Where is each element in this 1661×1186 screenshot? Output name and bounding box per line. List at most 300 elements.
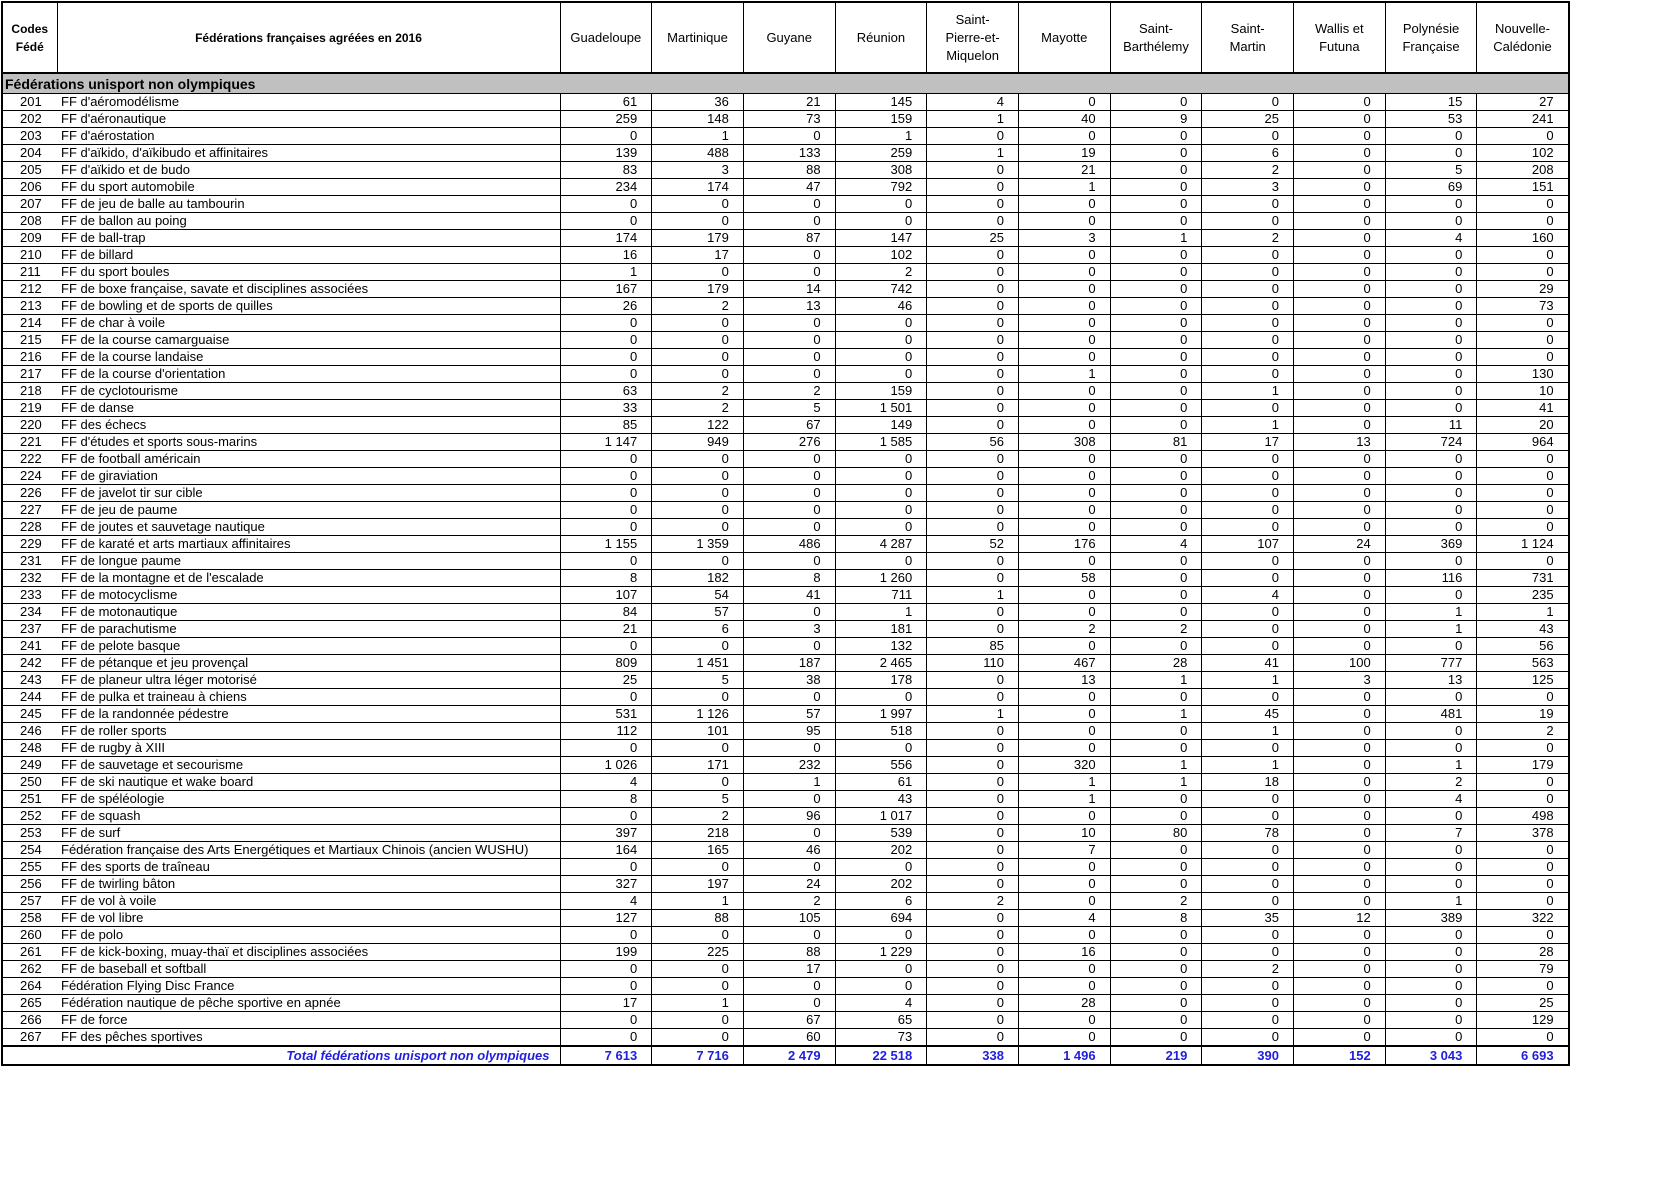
licence-count: 181 <box>835 621 927 638</box>
licence-count: 0 <box>1294 774 1386 791</box>
licence-count: 0 <box>927 264 1019 281</box>
licence-count: 0 <box>560 1029 652 1047</box>
licence-count: 7 <box>1385 825 1477 842</box>
header-saint-martin: Saint-Martin <box>1202 2 1294 73</box>
table-row <box>2 179 1569 196</box>
licence-count: 964 <box>1477 434 1569 451</box>
licence-count: 0 <box>560 349 652 366</box>
licence-count: 0 <box>927 842 1019 859</box>
licence-count: 1 <box>1385 893 1477 910</box>
licence-count: 0 <box>743 604 835 621</box>
licence-count: 107 <box>1202 536 1294 553</box>
total-label: Total fédérations unisport non olympiques <box>2 1046 560 1065</box>
licence-count: 0 <box>927 604 1019 621</box>
federation-name: FF d'aïkido et de budo <box>57 162 560 179</box>
federation-code: 255 <box>2 859 57 876</box>
table-row <box>2 485 1569 502</box>
licence-count: 4 <box>835 995 927 1012</box>
licence-count: 139 <box>560 145 652 162</box>
licence-count: 0 <box>927 876 1019 893</box>
federation-name: FF des échecs <box>57 417 560 434</box>
federation-code: 246 <box>2 723 57 740</box>
federation-name: FF de baseball et softball <box>57 961 560 978</box>
licence-count: 467 <box>1018 655 1110 672</box>
licence-count: 21 <box>743 94 835 111</box>
licence-count: 0 <box>1294 468 1386 485</box>
licence-count: 2 <box>1018 621 1110 638</box>
section-row <box>2 73 1569 94</box>
licence-count: 0 <box>1202 502 1294 519</box>
licence-count: 0 <box>1385 859 1477 876</box>
licence-count: 0 <box>1385 587 1477 604</box>
licence-count: 0 <box>1477 332 1569 349</box>
federation-code: 210 <box>2 247 57 264</box>
licence-count: 0 <box>927 757 1019 774</box>
licence-count: 88 <box>652 910 744 927</box>
licence-count: 0 <box>560 689 652 706</box>
licence-count: 378 <box>1477 825 1569 842</box>
licence-count: 0 <box>1018 553 1110 570</box>
licence-count: 308 <box>1018 434 1110 451</box>
licence-count: 0 <box>1110 332 1202 349</box>
licence-count: 197 <box>652 876 744 893</box>
federation-name: FF du sport automobile <box>57 179 560 196</box>
table-row <box>2 672 1569 689</box>
table-row <box>2 264 1569 281</box>
licence-count: 0 <box>1018 604 1110 621</box>
licence-count: 322 <box>1477 910 1569 927</box>
federation-code: 208 <box>2 213 57 230</box>
licence-count: 0 <box>927 740 1019 757</box>
federation-code: 217 <box>2 366 57 383</box>
federation-name: FF de la course d'orientation <box>57 366 560 383</box>
licence-count: 116 <box>1385 570 1477 587</box>
licence-count: 0 <box>1294 842 1386 859</box>
licence-count: 0 <box>1294 332 1386 349</box>
licence-count: 61 <box>560 94 652 111</box>
licence-count: 79 <box>1477 961 1569 978</box>
licence-count: 1 <box>1018 179 1110 196</box>
licence-count: 0 <box>1110 451 1202 468</box>
table-row <box>2 366 1569 383</box>
federation-code: 220 <box>2 417 57 434</box>
licence-count: 481 <box>1385 706 1477 723</box>
licence-count: 4 <box>1385 230 1477 247</box>
header-nouvelle-caledonie: Nouvelle-Calédonie <box>1477 2 1569 73</box>
licence-count: 1 <box>835 128 927 145</box>
licence-count: 0 <box>927 961 1019 978</box>
licence-count: 1 <box>927 706 1019 723</box>
licence-count: 67 <box>743 417 835 434</box>
federation-code: 218 <box>2 383 57 400</box>
licence-count: 0 <box>1110 995 1202 1012</box>
federation-code: 203 <box>2 128 57 145</box>
table-row <box>2 332 1569 349</box>
licence-count: 0 <box>927 332 1019 349</box>
licence-count: 65 <box>835 1012 927 1029</box>
licence-count: 0 <box>1018 893 1110 910</box>
licence-count: 0 <box>1385 468 1477 485</box>
licence-count: 102 <box>835 247 927 264</box>
licence-count: 40 <box>1018 111 1110 128</box>
licence-count: 0 <box>927 774 1019 791</box>
licence-count: 107 <box>560 587 652 604</box>
licence-count: 0 <box>560 196 652 213</box>
total-value: 152 <box>1294 1046 1386 1065</box>
licence-count: 0 <box>743 995 835 1012</box>
federation-code: 215 <box>2 332 57 349</box>
licence-count: 0 <box>560 502 652 519</box>
licence-count: 47 <box>743 179 835 196</box>
licence-count: 0 <box>1477 1029 1569 1047</box>
licence-count: 742 <box>835 281 927 298</box>
licence-count: 0 <box>1385 995 1477 1012</box>
licence-count: 0 <box>743 825 835 842</box>
licence-count: 0 <box>927 910 1019 927</box>
licence-count: 0 <box>1202 281 1294 298</box>
licence-count: 0 <box>560 638 652 655</box>
table-row <box>2 604 1569 621</box>
licence-count: 0 <box>1385 451 1477 468</box>
licence-count: 0 <box>652 859 744 876</box>
licence-count: 0 <box>1110 485 1202 502</box>
licence-count: 0 <box>1110 689 1202 706</box>
licence-count: 0 <box>1294 213 1386 230</box>
licence-count: 130 <box>1477 366 1569 383</box>
licence-count: 0 <box>1477 553 1569 570</box>
licence-count: 0 <box>743 927 835 944</box>
licence-count: 9 <box>1110 111 1202 128</box>
licence-count: 259 <box>560 111 652 128</box>
licence-count: 2 <box>743 893 835 910</box>
licence-count: 0 <box>927 944 1019 961</box>
licence-count: 1 <box>1018 774 1110 791</box>
table-row <box>2 757 1569 774</box>
licence-count: 0 <box>1202 927 1294 944</box>
licence-count: 0 <box>1018 400 1110 417</box>
table-row <box>2 723 1569 740</box>
licence-count: 0 <box>1202 689 1294 706</box>
licence-count: 0 <box>1385 1029 1477 1047</box>
licence-count: 0 <box>1018 298 1110 315</box>
licence-count: 0 <box>1110 502 1202 519</box>
licence-count: 179 <box>652 230 744 247</box>
licence-count: 13 <box>1385 672 1477 689</box>
header-title: Fédérations françaises agréées en 2016 <box>57 2 560 73</box>
federation-code: 260 <box>2 927 57 944</box>
licence-count: 0 <box>835 315 927 332</box>
licence-count: 0 <box>1018 383 1110 400</box>
licence-count: 202 <box>835 876 927 893</box>
licence-count: 0 <box>835 332 927 349</box>
licence-count: 0 <box>1202 298 1294 315</box>
licence-count: 41 <box>1477 400 1569 417</box>
licence-count: 8 <box>560 791 652 808</box>
licence-count: 63 <box>560 383 652 400</box>
licence-count: 0 <box>1294 706 1386 723</box>
federation-name: FF de ski nautique et wake board <box>57 774 560 791</box>
licence-count: 1 <box>652 995 744 1012</box>
licence-count: 0 <box>1385 281 1477 298</box>
table-row <box>2 621 1569 638</box>
licence-count: 0 <box>560 451 652 468</box>
licence-count: 0 <box>1477 451 1569 468</box>
table-row <box>2 740 1569 757</box>
licence-count: 112 <box>560 723 652 740</box>
licence-count: 0 <box>743 978 835 995</box>
licence-count: 0 <box>927 196 1019 213</box>
licence-count: 0 <box>560 213 652 230</box>
federation-code: 243 <box>2 672 57 689</box>
licence-count: 0 <box>1110 468 1202 485</box>
licence-count: 1 017 <box>835 808 927 825</box>
licence-count: 4 <box>1202 587 1294 604</box>
licence-count: 102 <box>1477 145 1569 162</box>
licence-count: 0 <box>1294 825 1386 842</box>
licence-count: 0 <box>1477 349 1569 366</box>
licence-count: 0 <box>1110 315 1202 332</box>
licence-count: 0 <box>927 315 1019 332</box>
licence-count: 0 <box>1110 553 1202 570</box>
licence-count: 4 <box>1018 910 1110 927</box>
table-row <box>2 111 1569 128</box>
licence-count: 0 <box>1202 94 1294 111</box>
licence-count: 0 <box>652 468 744 485</box>
licence-count: 100 <box>1294 655 1386 672</box>
licence-count: 0 <box>1294 876 1386 893</box>
licence-count: 0 <box>652 315 744 332</box>
licence-count: 0 <box>835 196 927 213</box>
licence-count: 129 <box>1477 1012 1569 1029</box>
licence-count: 235 <box>1477 587 1569 604</box>
table-row <box>2 451 1569 468</box>
licence-count: 28 <box>1477 944 1569 961</box>
licence-count: 0 <box>1477 264 1569 281</box>
licence-count: 122 <box>652 417 744 434</box>
licence-count: 2 <box>927 893 1019 910</box>
federation-name: FF d'aïkido, d'aïkibudo et affinitaires <box>57 145 560 162</box>
licence-count: 0 <box>1385 315 1477 332</box>
licence-count: 1 <box>1018 791 1110 808</box>
federation-code: 205 <box>2 162 57 179</box>
licence-count: 0 <box>1294 162 1386 179</box>
licence-count: 43 <box>1477 621 1569 638</box>
table-row <box>2 298 1569 315</box>
licence-count: 101 <box>652 723 744 740</box>
licence-count: 151 <box>1477 179 1569 196</box>
federation-name: FF de karaté et arts martiaux affinitaires <box>57 536 560 553</box>
licence-count: 4 <box>1385 791 1477 808</box>
federation-name: FF de giraviation <box>57 468 560 485</box>
licence-count: 165 <box>652 842 744 859</box>
licence-count: 105 <box>743 910 835 927</box>
licence-count: 0 <box>652 349 744 366</box>
licence-count: 1 026 <box>560 757 652 774</box>
licence-count: 0 <box>1294 519 1386 536</box>
licence-count: 25 <box>927 230 1019 247</box>
federation-name: FF de jeu de balle au tambourin <box>57 196 560 213</box>
licence-count: 0 <box>1202 468 1294 485</box>
licence-count: 0 <box>835 859 927 876</box>
licence-count: 0 <box>1202 196 1294 213</box>
licence-count: 0 <box>743 128 835 145</box>
federation-name: FF d'aérostation <box>57 128 560 145</box>
licence-count: 232 <box>743 757 835 774</box>
licence-count: 0 <box>743 468 835 485</box>
licence-count: 35 <box>1202 910 1294 927</box>
licence-count: 25 <box>1477 995 1569 1012</box>
table-row <box>2 1029 1569 1047</box>
licence-count: 0 <box>927 570 1019 587</box>
federation-name: FF de boxe française, savate et disciplines associées <box>57 281 560 298</box>
table-row <box>2 655 1569 672</box>
licence-count: 0 <box>1294 145 1386 162</box>
table-row <box>2 706 1569 723</box>
licence-count: 149 <box>835 417 927 434</box>
licence-count: 19 <box>1018 145 1110 162</box>
licence-count: 1 <box>1202 757 1294 774</box>
licence-count: 1 <box>1202 672 1294 689</box>
licence-count: 17 <box>560 995 652 1012</box>
licence-count: 2 <box>1202 230 1294 247</box>
licence-count: 0 <box>927 247 1019 264</box>
licence-count: 0 <box>560 315 652 332</box>
licence-count: 1 <box>1110 672 1202 689</box>
licence-count: 148 <box>652 111 744 128</box>
licence-count: 0 <box>927 485 1019 502</box>
licence-count: 5 <box>652 672 744 689</box>
header-polynesie-francaise: Polynésie Française <box>1385 2 1477 73</box>
licence-count: 17 <box>1202 434 1294 451</box>
licence-count: 0 <box>652 638 744 655</box>
licence-count: 0 <box>927 621 1019 638</box>
table-row <box>2 230 1569 247</box>
licence-count: 46 <box>835 298 927 315</box>
licence-count: 0 <box>1110 1029 1202 1047</box>
licence-count: 83 <box>560 162 652 179</box>
licence-count: 187 <box>743 655 835 672</box>
licence-count: 0 <box>1110 162 1202 179</box>
federation-code: 241 <box>2 638 57 655</box>
licence-count: 0 <box>1294 264 1386 281</box>
table-row <box>2 536 1569 553</box>
licence-count: 0 <box>927 213 1019 230</box>
federation-name: FF de spéléologie <box>57 791 560 808</box>
licence-count: 1 126 <box>652 706 744 723</box>
licence-count: 3 <box>1018 230 1110 247</box>
licence-count: 2 <box>1202 162 1294 179</box>
licence-count: 0 <box>1110 128 1202 145</box>
federation-name: FF de javelot tir sur cible <box>57 485 560 502</box>
licence-count: 0 <box>1294 553 1386 570</box>
licence-count: 0 <box>1202 944 1294 961</box>
table-row <box>2 876 1569 893</box>
federation-code: 221 <box>2 434 57 451</box>
table-row <box>2 94 1569 111</box>
federation-code: 234 <box>2 604 57 621</box>
licence-count: 1 <box>1202 417 1294 434</box>
federation-name: FF d'aéromodélisme <box>57 94 560 111</box>
licence-count: 4 287 <box>835 536 927 553</box>
licence-count: 486 <box>743 536 835 553</box>
licence-count: 0 <box>1018 94 1110 111</box>
federation-code: 202 <box>2 111 57 128</box>
federation-code: 267 <box>2 1029 57 1047</box>
licence-count: 95 <box>743 723 835 740</box>
licence-count: 0 <box>1018 638 1110 655</box>
licence-count: 0 <box>1294 689 1386 706</box>
licence-count: 518 <box>835 723 927 740</box>
licence-count: 1 260 <box>835 570 927 587</box>
federation-name: FF de rugby à XIII <box>57 740 560 757</box>
licence-count: 0 <box>927 1012 1019 1029</box>
licence-count: 0 <box>1385 978 1477 995</box>
header-codes: Codes Fédé <box>2 2 57 73</box>
licence-count: 96 <box>743 808 835 825</box>
licence-count: 43 <box>835 791 927 808</box>
licence-count: 0 <box>1477 519 1569 536</box>
licence-count: 11 <box>1385 417 1477 434</box>
licence-count: 0 <box>1018 213 1110 230</box>
licence-count: 694 <box>835 910 927 927</box>
table-row <box>2 196 1569 213</box>
licence-count: 69 <box>1385 179 1477 196</box>
licence-count: 0 <box>927 808 1019 825</box>
federation-name: FF de vol libre <box>57 910 560 927</box>
licence-count: 0 <box>1018 485 1110 502</box>
licence-count: 0 <box>1110 859 1202 876</box>
header-martinique: Martinique <box>652 2 744 73</box>
total-value: 3 043 <box>1385 1046 1477 1065</box>
federation-name: FF de twirling bâton <box>57 876 560 893</box>
licence-count: 0 <box>927 672 1019 689</box>
licence-count: 0 <box>1018 519 1110 536</box>
licence-count: 127 <box>560 910 652 927</box>
federation-name: FF de force <box>57 1012 560 1029</box>
licence-count: 21 <box>560 621 652 638</box>
licence-count: 0 <box>1202 859 1294 876</box>
licence-count: 0 <box>1110 740 1202 757</box>
licence-count: 20 <box>1477 417 1569 434</box>
header-saint-pierre-et-miquelon: Saint-Pierre-et-Miquelon <box>927 2 1019 73</box>
licence-count: 0 <box>1110 400 1202 417</box>
table-row <box>2 859 1569 876</box>
licence-count: 132 <box>835 638 927 655</box>
licence-count: 10 <box>1018 825 1110 842</box>
licence-count: 0 <box>1477 791 1569 808</box>
federation-code: 256 <box>2 876 57 893</box>
licence-count: 369 <box>1385 536 1477 553</box>
federation-code: 216 <box>2 349 57 366</box>
licence-count: 0 <box>1294 349 1386 366</box>
licence-count: 0 <box>1385 808 1477 825</box>
licence-count: 0 <box>652 740 744 757</box>
licence-count: 60 <box>743 1029 835 1047</box>
licence-count: 0 <box>560 927 652 944</box>
federation-name: FF de ballon au poing <box>57 213 560 230</box>
licence-count: 0 <box>1110 366 1202 383</box>
licence-count: 8 <box>560 570 652 587</box>
licence-count: 1 997 <box>835 706 927 723</box>
licence-count: 174 <box>652 179 744 196</box>
federation-code: 229 <box>2 536 57 553</box>
licence-count: 41 <box>1202 655 1294 672</box>
licence-count: 1 <box>652 893 744 910</box>
licence-count: 24 <box>1294 536 1386 553</box>
licence-count: 0 <box>1385 298 1477 315</box>
federation-code: 204 <box>2 145 57 162</box>
licence-count: 84 <box>560 604 652 621</box>
